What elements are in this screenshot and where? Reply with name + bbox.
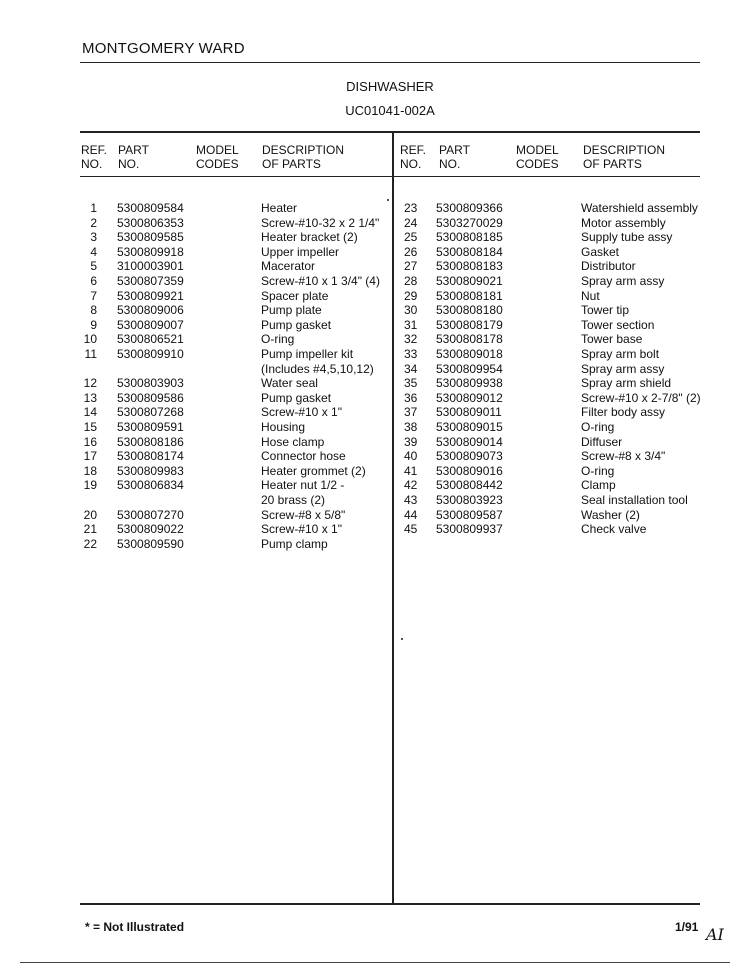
part-description: Pump gasket <box>261 317 332 332</box>
part-description: Spray arm bolt <box>581 347 660 361</box>
top-rule <box>80 62 700 63</box>
header-desc-line2: OF PARTS <box>583 157 642 171</box>
part-number: 5300808183 <box>436 259 503 274</box>
part-number: 5300803903 <box>117 376 184 391</box>
header-ref-line1: REF. <box>81 143 108 157</box>
header-desc-left <box>262 143 344 171</box>
part-number: 5300809938 <box>436 376 503 391</box>
header-part-line2: NO. <box>439 157 461 171</box>
part-description: Screw-#10 x 1 3/4" (4) <box>261 274 380 288</box>
part-description: Clamp <box>581 478 616 493</box>
part-number: 5300808186 <box>117 434 184 449</box>
part-description: Water seal <box>261 376 318 391</box>
ref-number: 11 <box>84 347 97 361</box>
part-description: Pump clamp <box>261 536 328 551</box>
handwritten-initials: AI <box>706 925 724 944</box>
part-description: Screw-#8 x 5/8" <box>261 507 346 522</box>
ref-number: 44 <box>404 507 418 522</box>
page-date: 1/91 <box>675 920 699 934</box>
scan-speck <box>401 638 403 640</box>
ref-number: 45 <box>404 522 418 537</box>
header-desc-line1: DESCRIPTION <box>583 143 666 157</box>
part-number: 5300809366 <box>436 201 503 215</box>
header-ref-line2: NO. <box>400 157 422 171</box>
part-description: Tower tip <box>581 303 630 318</box>
part-number: 5300808180 <box>436 303 503 318</box>
ref-number: 18 <box>83 463 97 478</box>
ref-number: 37 <box>404 405 418 420</box>
ref-number: 35 <box>404 376 418 391</box>
part-description: Filter body assy <box>581 405 666 420</box>
header-model-left <box>196 143 239 171</box>
part-description: Washer (2) <box>581 507 640 522</box>
ref-number: 42 <box>404 478 418 493</box>
ref-number: 1 <box>90 201 97 215</box>
part-number: 5300809910 <box>117 347 184 361</box>
part-number: 5300808185 <box>436 230 503 245</box>
ref-number: 3 <box>90 230 97 245</box>
ref-number: 9 <box>90 317 97 332</box>
part-number: 5300809918 <box>117 244 184 259</box>
ref-number: 5 <box>90 259 97 274</box>
header-desc-right <box>583 143 665 171</box>
ref-number: 7 <box>90 288 97 303</box>
column-divider <box>392 131 394 903</box>
ref-number: 20 <box>83 507 97 522</box>
ref-number: 41 <box>404 463 418 478</box>
part-description: O-ring <box>581 420 615 434</box>
ref-number: 19 <box>83 478 97 493</box>
part-description: Screw-#8 x 3/4" <box>581 449 666 464</box>
part-number: 5300808184 <box>436 244 503 259</box>
part-description: Check valve <box>581 522 647 537</box>
part-description: Heater <box>261 201 298 215</box>
parts-list-right <box>400 201 700 541</box>
part-description: Tower base <box>581 332 643 347</box>
ref-number: 24 <box>404 215 418 230</box>
part-description: O-ring <box>261 332 295 347</box>
header-desc-line2: OF PARTS <box>262 157 321 171</box>
part-description: O-ring <box>581 463 615 478</box>
part-description: Watershield assembly <box>581 201 698 215</box>
part-description: Connector hose <box>261 449 346 464</box>
part-number: 5300808442 <box>436 478 503 493</box>
part-number: 5300809584 <box>117 201 184 215</box>
header-ref-line2: NO. <box>81 157 103 171</box>
part-description: Gasket <box>581 244 620 259</box>
part-description: Spacer plate <box>261 288 329 303</box>
part-description: Heater nut 1/2 - <box>261 478 345 493</box>
ref-number: 32 <box>404 332 418 347</box>
ref-number: 39 <box>404 434 418 449</box>
ref-number: 34 <box>404 361 418 376</box>
header-model-line2: CODES <box>516 157 559 171</box>
ref-number: 21 <box>83 522 97 537</box>
part-description: Screw-#10 x 1" <box>261 405 342 420</box>
ref-number: 36 <box>404 390 418 405</box>
part-number: 5300809590 <box>117 536 184 551</box>
part-number: 5300806353 <box>117 215 184 230</box>
part-number: 5300809012 <box>436 390 503 405</box>
header-ref-left <box>81 143 107 171</box>
part-description: Pump plate <box>261 303 322 318</box>
document-title: DISHWASHER <box>346 79 434 94</box>
part-number: 5300806834 <box>117 478 184 493</box>
header-ref-right <box>400 143 426 171</box>
ref-number: 4 <box>90 244 97 259</box>
part-number: 5300809014 <box>436 434 503 449</box>
ref-number: 30 <box>404 303 418 318</box>
part-description: Upper impeller <box>261 244 340 259</box>
header-model-line1: MODEL <box>196 143 239 157</box>
ref-number: 31 <box>404 317 418 332</box>
part-number: 5300809011 <box>436 405 502 420</box>
ref-number: 10 <box>83 332 97 347</box>
part-description: Seal installation tool <box>581 493 688 507</box>
ref-number: 8 <box>90 303 97 318</box>
page-bottom-rule <box>20 962 730 963</box>
header-bottom-rule <box>80 176 700 177</box>
part-number: 3100003901 <box>117 259 184 274</box>
ref-number: 15 <box>83 420 97 434</box>
header-part-line1: PART <box>118 143 149 157</box>
part-description: Hose clamp <box>261 434 325 449</box>
ref-number: 12 <box>83 376 97 391</box>
part-description: Supply tube assy <box>581 230 673 245</box>
part-description: Tower section <box>581 317 655 332</box>
part-description: Pump gasket <box>261 390 332 405</box>
part-number: 5300809937 <box>436 522 503 537</box>
ref-number: 29 <box>404 288 418 303</box>
part-number: 5300809016 <box>436 463 503 478</box>
ref-number: 40 <box>404 449 418 464</box>
part-number: 5300808181 <box>436 288 503 303</box>
header-part-line2: NO. <box>118 157 140 171</box>
ref-number: 6 <box>90 274 97 288</box>
part-number: 5300807268 <box>117 405 184 420</box>
ref-number: 14 <box>83 405 97 420</box>
part-description: Screw-#10 x 1" <box>261 522 342 537</box>
part-number: 5300809983 <box>117 463 184 478</box>
part-number: 5300808174 <box>117 449 184 464</box>
part-description: Spray arm assy <box>581 361 665 376</box>
header-part-right <box>439 143 470 171</box>
part-number: 5300807270 <box>117 507 184 522</box>
model-number: UC01041-002A <box>345 103 435 118</box>
header-part-left <box>118 143 149 171</box>
footnote: * = Not Illustrated <box>85 920 185 934</box>
header-ref-line1: REF. <box>400 143 427 157</box>
part-number: 5300809015 <box>436 420 503 434</box>
ref-number: 22 <box>83 536 97 551</box>
part-number: 5300809073 <box>436 449 503 464</box>
part-number: 5300809021 <box>436 274 503 288</box>
part-description: Screw-#10 x 2-7/8" (2) <box>581 390 701 405</box>
part-description: (Includes #4,5,10,12) <box>261 361 374 376</box>
header-desc-line1: DESCRIPTION <box>262 143 345 157</box>
part-number: 5300809018 <box>436 347 503 361</box>
ref-number: 27 <box>404 259 418 274</box>
part-description: Housing <box>261 420 306 434</box>
header-model-right <box>516 143 559 171</box>
part-number: 5300806521 <box>117 332 184 347</box>
ref-number: 25 <box>404 230 418 245</box>
part-description: Motor assembly <box>581 215 666 230</box>
part-number: 5300803923 <box>436 493 503 507</box>
part-number: 5300809006 <box>117 303 184 318</box>
part-number: 5300808178 <box>436 332 503 347</box>
part-description: Nut <box>581 288 600 303</box>
part-description: Screw-#10-32 x 2 1/4" <box>261 215 380 230</box>
part-description: 20 brass (2) <box>261 493 326 507</box>
part-number: 5300809022 <box>117 522 184 537</box>
ref-number: 16 <box>83 434 97 449</box>
header-model-line1: MODEL <box>516 143 559 157</box>
ref-number: 23 <box>404 201 418 215</box>
ref-number: 2 <box>90 215 97 230</box>
part-description: Macerator <box>261 259 316 274</box>
part-number: 5300809007 <box>117 317 184 332</box>
ref-number: 38 <box>404 420 418 434</box>
part-description: Heater grommet (2) <box>261 463 366 478</box>
header-model-line2: CODES <box>196 157 239 171</box>
part-description: Distributor <box>581 259 636 274</box>
part-number: 5300809954 <box>436 361 503 376</box>
header-part-line1: PART <box>439 143 470 157</box>
ref-number: 33 <box>404 347 418 361</box>
part-description: Pump impeller kit <box>261 347 354 361</box>
brand-name: MONTGOMERY WARD <box>82 40 245 57</box>
parts-list-left <box>81 201 386 561</box>
table-top-rule <box>80 131 700 133</box>
table-bottom-rule <box>80 903 700 905</box>
part-description: Diffuser <box>581 434 623 449</box>
part-description: Spray arm shield <box>581 376 672 391</box>
part-description: Heater bracket (2) <box>261 230 358 245</box>
part-number: 5300809921 <box>117 288 184 303</box>
part-description: Spray arm assy <box>581 274 665 288</box>
ref-number: 28 <box>404 274 418 288</box>
part-number: 5300809585 <box>117 230 184 245</box>
part-number: 5300809591 <box>117 420 184 434</box>
part-number: 5303270029 <box>436 215 503 230</box>
ref-number: 26 <box>404 244 418 259</box>
ref-number: 13 <box>83 390 97 405</box>
ref-number: 17 <box>83 449 97 464</box>
scan-speck <box>387 199 389 201</box>
part-number: 5300809587 <box>436 507 503 522</box>
part-number: 5300808179 <box>436 317 503 332</box>
part-number: 5300809586 <box>117 390 184 405</box>
part-number: 5300807359 <box>117 274 184 288</box>
ref-number: 43 <box>404 493 418 507</box>
